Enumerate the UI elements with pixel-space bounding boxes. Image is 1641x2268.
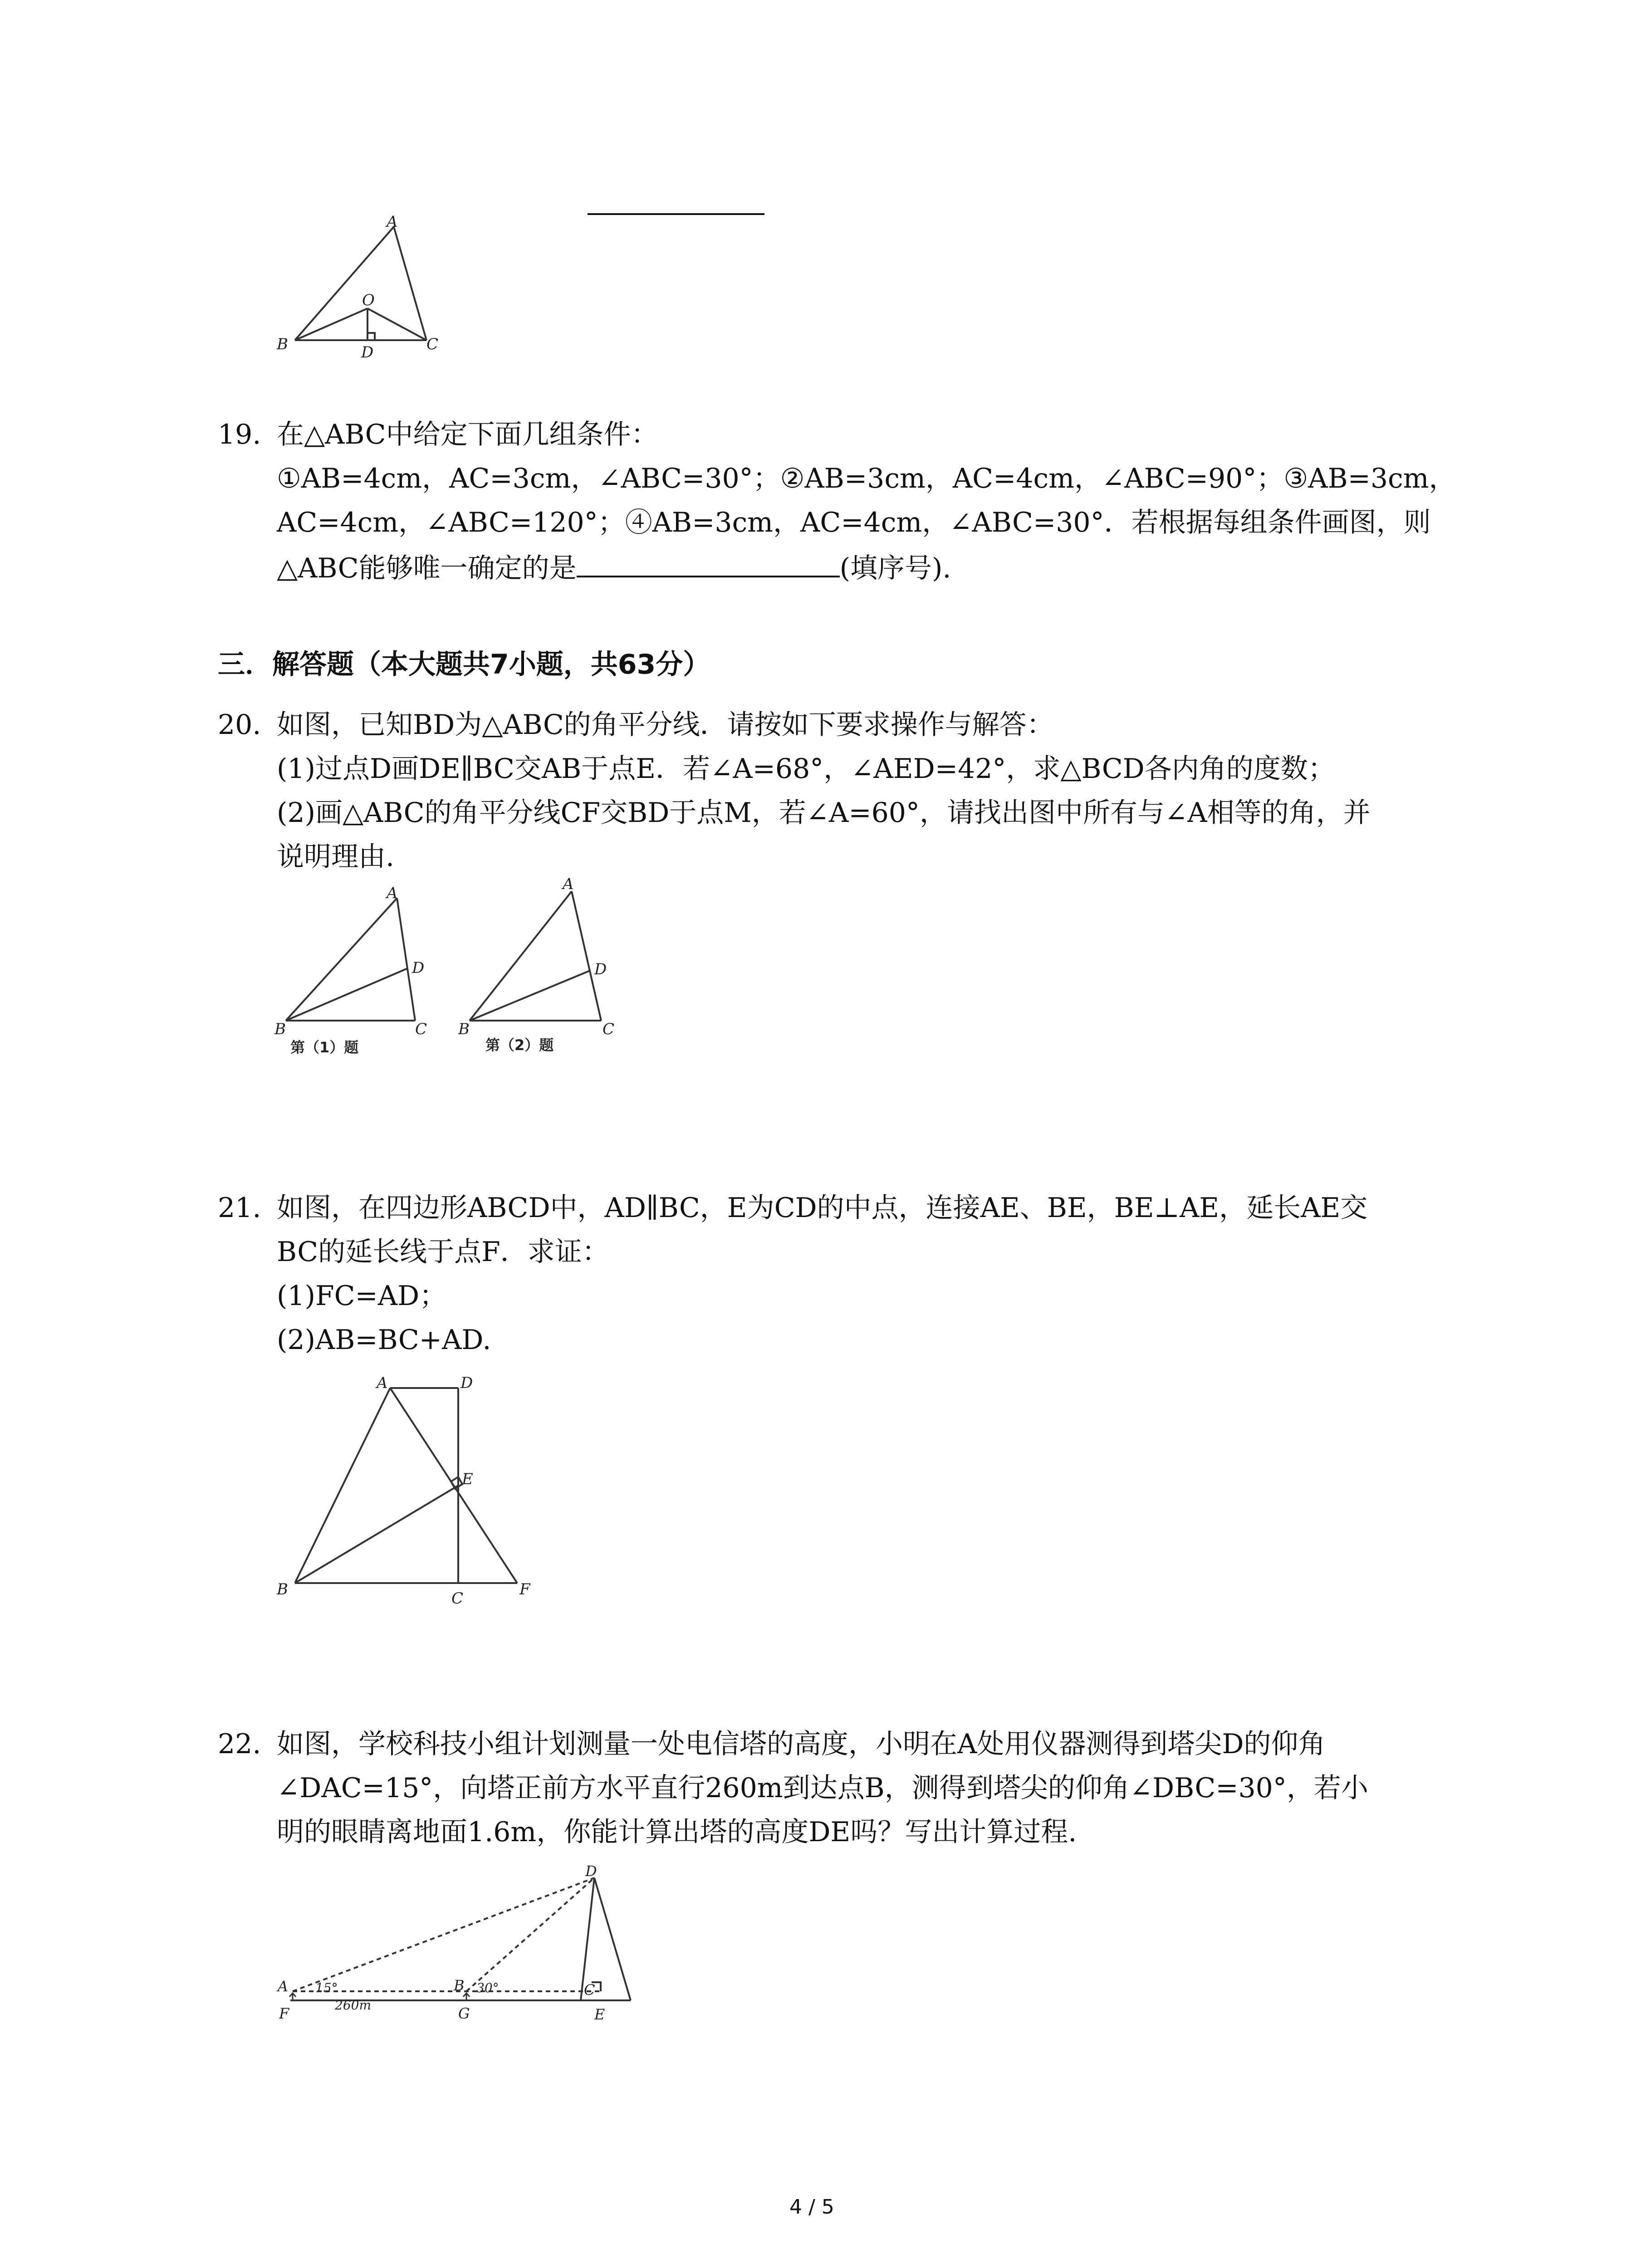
fig2-caption: 第（2）题 xyxy=(485,1036,554,1054)
q20-number: 20. xyxy=(218,709,261,741)
page-number: 4 / 5 xyxy=(789,2195,834,2219)
fig1-edge-ab xyxy=(286,898,397,1021)
label-o: O xyxy=(362,291,375,309)
fig1-label-b: B xyxy=(274,1020,286,1038)
edge-ab xyxy=(295,227,394,340)
label-f: F xyxy=(279,2005,289,2022)
label-d: D xyxy=(460,1374,473,1392)
label-c: C xyxy=(426,335,439,353)
fig1-caption: 第（1）题 xyxy=(290,1039,359,1056)
figure-q20 xyxy=(268,875,640,1057)
label-d: D xyxy=(585,1862,597,1880)
q19-line-4 xyxy=(277,548,951,587)
label-b: B xyxy=(454,1977,465,1994)
figure-q18-triangle xyxy=(268,213,458,367)
label-a: A xyxy=(387,213,398,231)
fig2-segment-bd xyxy=(470,971,590,1021)
figure-q22 xyxy=(268,1860,658,2023)
sightline-bd xyxy=(466,1878,594,1991)
q20-line-2: (1)过点D画DE∥BC交AB于点E．若∠A=68°，∠AED=42°，求△BCD各内角的度数； xyxy=(277,753,1335,785)
q21-number: 21. xyxy=(218,1192,261,1224)
fig2-edge-ac xyxy=(572,891,601,1021)
q22-line-2: ∠DAC=15°，向塔正前方水平直行260m到达点B，测得到塔尖的仰角∠DBC=30°，若小 xyxy=(277,1772,1368,1804)
q20-line-4: 说明理由. xyxy=(277,841,395,873)
q21-line-1: 如图，在四边形ABCD中，AD∥BC，E为CD的中点，连接AE、BE，BE⊥AE，延长AE交 xyxy=(277,1192,1368,1224)
fig2-edge-ab xyxy=(470,891,572,1021)
segment-bo xyxy=(295,308,367,340)
q21-line-3: (1)FC=AD； xyxy=(277,1280,447,1312)
label-d: D xyxy=(361,343,374,362)
q19-line-1: 在△ABC中给定下面几组条件： xyxy=(277,419,658,450)
q20-line-1: 如图，已知BD为△ABC的角平分线．请按如下要求操作与解答： xyxy=(277,709,1054,741)
label-g: G xyxy=(458,2005,470,2022)
q20-line-3: (2)画△ABC的角平分线CF交BD于点M，若∠A=60°，请找出图中所有与∠A相等的角，并 xyxy=(277,797,1371,829)
label-c: C xyxy=(451,1589,464,1608)
section-3-title: 三．解答题（本大题共7小题，共63分） xyxy=(218,649,710,680)
sightline-ad xyxy=(293,1878,594,1991)
fig1-label-a: A xyxy=(387,884,398,902)
fig2-label-d: D xyxy=(594,960,607,978)
answer-blank-q19 xyxy=(577,548,840,577)
q19-line-3: AC=4cm，∠ABC=120°；④AB=3cm，AC=4cm，∠ABC=30°．若根据每组条件画图，则 xyxy=(277,507,1431,538)
edge-ac xyxy=(394,227,426,340)
fig2-label-a: A xyxy=(563,875,574,893)
label-f: F xyxy=(519,1580,530,1598)
q22-line-1: 如图，学校科技小组计划测量一处电信塔的高度，小明在A处用仪器测得到塔尖D的仰角 xyxy=(277,1728,1326,1760)
q22-number: 22. xyxy=(218,1728,261,1760)
label-a: A xyxy=(377,1374,388,1392)
label-c: C xyxy=(584,1981,595,1999)
fig1-label-c: C xyxy=(415,1020,427,1038)
q19-line-2: ①AB=4cm，AC=3cm，∠ABC=30°；②AB=3cm，AC=4cm，∠ABC=90°；③AB=3cm， xyxy=(277,463,1456,494)
label-distance: 260m xyxy=(335,1998,371,2013)
fig1-label-d: D xyxy=(412,959,425,977)
answer-blank-q18 xyxy=(588,213,764,215)
q21-line-2: BC的延长线于点F．求证： xyxy=(277,1236,609,1268)
fig1-segment-bd xyxy=(286,968,407,1021)
label-e: E xyxy=(462,1470,473,1488)
label-e: E xyxy=(594,2006,605,2023)
segment-oc xyxy=(367,308,426,340)
q22-line-3: 明的眼睛离地面1.6m，你能计算出塔的高度DE吗？写出计算过程. xyxy=(277,1816,1077,1848)
fig2-label-c: C xyxy=(603,1020,615,1038)
label-b: B xyxy=(277,335,288,353)
fig2-label-b: B xyxy=(458,1020,470,1038)
right-angle-mark xyxy=(451,1477,462,1489)
q19-line-4-prefix: △ABC能够唯一确定的是 xyxy=(277,552,577,584)
label-a: A xyxy=(278,1978,289,1995)
q19-number: 19. xyxy=(218,419,261,450)
label-b: B xyxy=(277,1580,288,1598)
figure-q21 xyxy=(268,1365,549,1628)
label-angle-30: 30° xyxy=(476,1980,499,1995)
right-angle-mark xyxy=(367,333,375,340)
q21-line-4: (2)AB=BC+AD. xyxy=(277,1324,491,1356)
label-angle-15: 15° xyxy=(315,1980,338,1995)
q19-line-4-suffix: (填序号). xyxy=(839,552,951,584)
